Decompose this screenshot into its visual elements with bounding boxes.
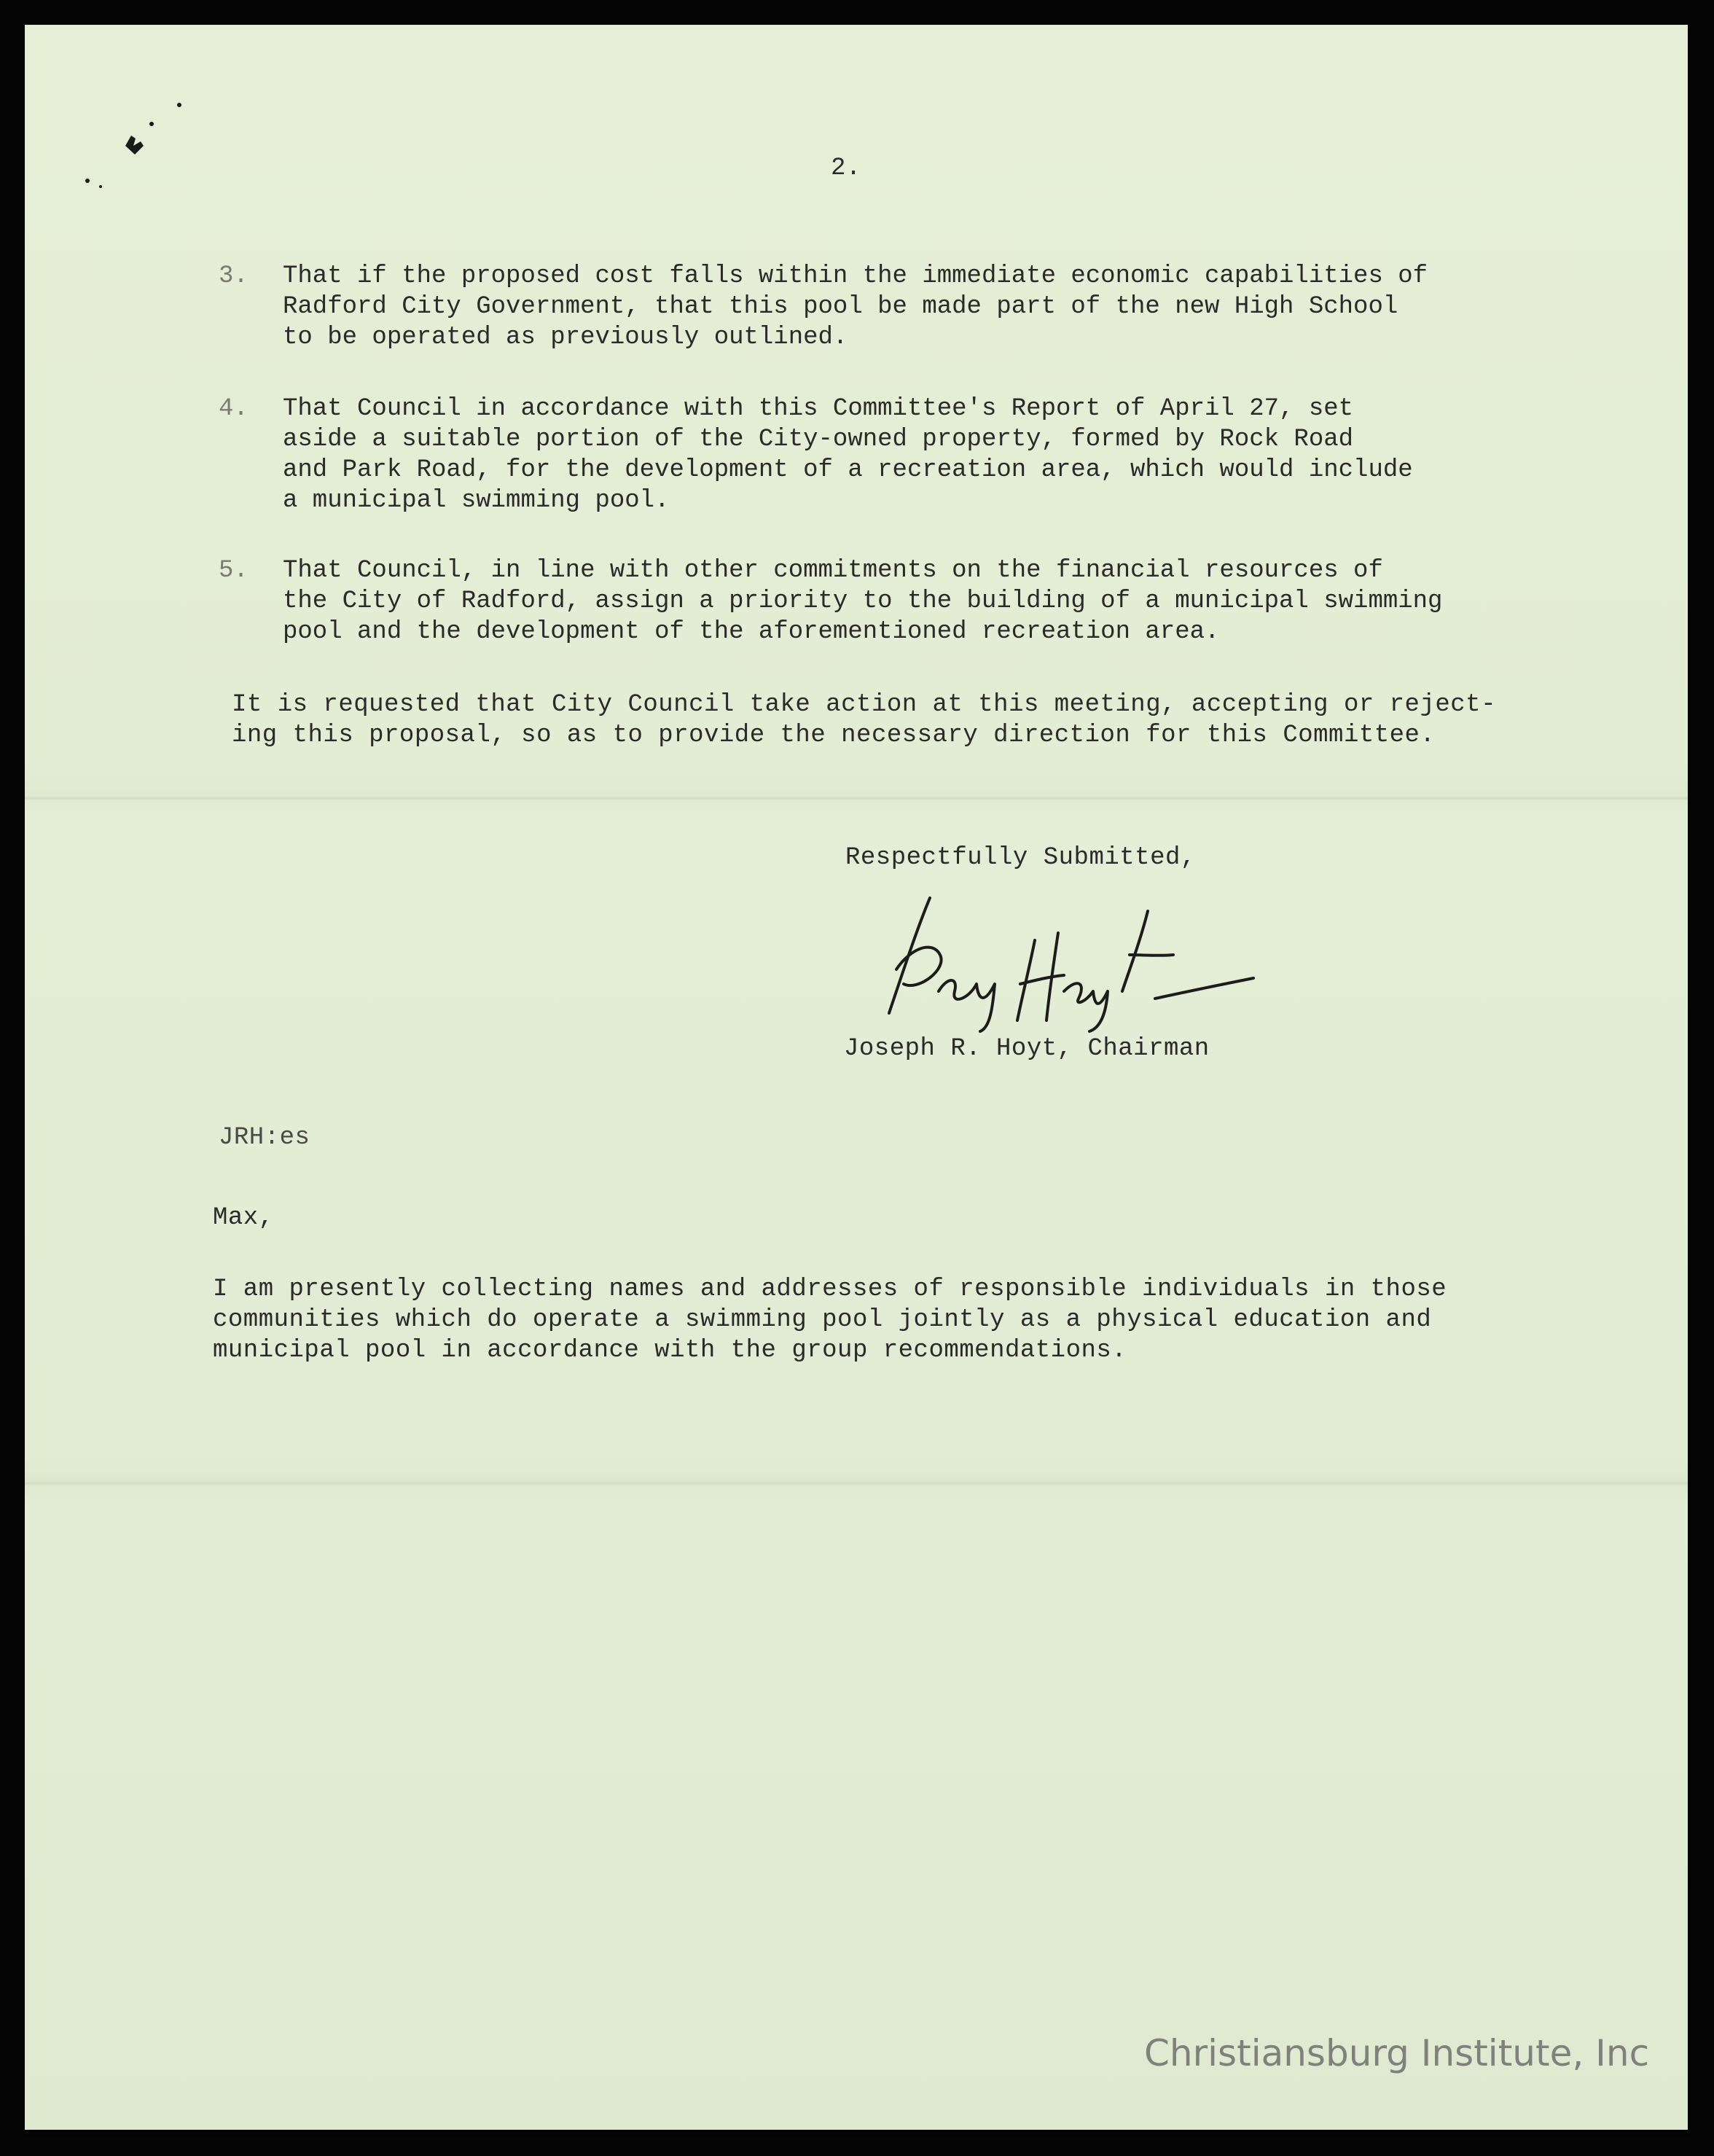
handwritten-signature [867,882,1275,1035]
signer-name: Joseph R. Hoyt, Chairman [844,1035,1210,1063]
paper-fold [25,1481,1688,1485]
text-line: ing this proposal, so as to provide the necessary direction for this Committee. [232,722,1436,749]
text-line: That if the proposed cost falls within the immediate economic capabilities of [283,262,1428,290]
text-line: That Council in accordance with this Committee's Report of April 27, set [283,395,1354,423]
item-number: 5. [219,557,249,585]
text-line: the City of Radford, assign a priority to the building of a municipal swimming [283,587,1443,615]
archive-watermark: Christiansburg Institute, Inc [1144,2032,1650,2074]
page-number: 2. [831,155,861,182]
item-text [283,394,1413,516]
ink-speck-mark [66,95,211,197]
text-line: a municipal swimming pool. [283,487,670,515]
note-paragraph [213,1274,1447,1366]
request-paragraph [232,690,1496,751]
item-text [283,555,1442,647]
text-line: to be operated as previously outlined. [283,324,848,351]
text-line: That Council, in line with other commitments on the financial resources of [283,557,1383,585]
paper-fold [25,796,1688,800]
note-salutation: Max, [213,1204,274,1232]
text-line: It is requested that City Council take action at this meeting, accepting or reject- [232,691,1496,719]
text-line: pool and the development of the aforementioned recreation area. [283,618,1220,646]
closing-line: Respectfully Submitted, [845,844,1196,872]
item-text [283,261,1428,353]
text-line: communities which do operate a swimming pool jointly as a physical education and [213,1306,1432,1334]
text-line: Radford City Government, that this pool be made part of the new High School [283,293,1398,321]
item-number: 3. [219,262,249,290]
text-line: and Park Road, for the development of a recreation area, which would include [283,456,1413,484]
text-line: I am presently collecting names and addresses of responsible individuals in those [213,1276,1447,1303]
text-line: aside a suitable portion of the City-owned property, formed by Rock Road [283,426,1354,453]
reference-initials: JRH:es [219,1124,310,1152]
item-number: 4. [219,395,249,423]
text-line: municipal pool in accordance with the group recommendations. [213,1337,1127,1364]
